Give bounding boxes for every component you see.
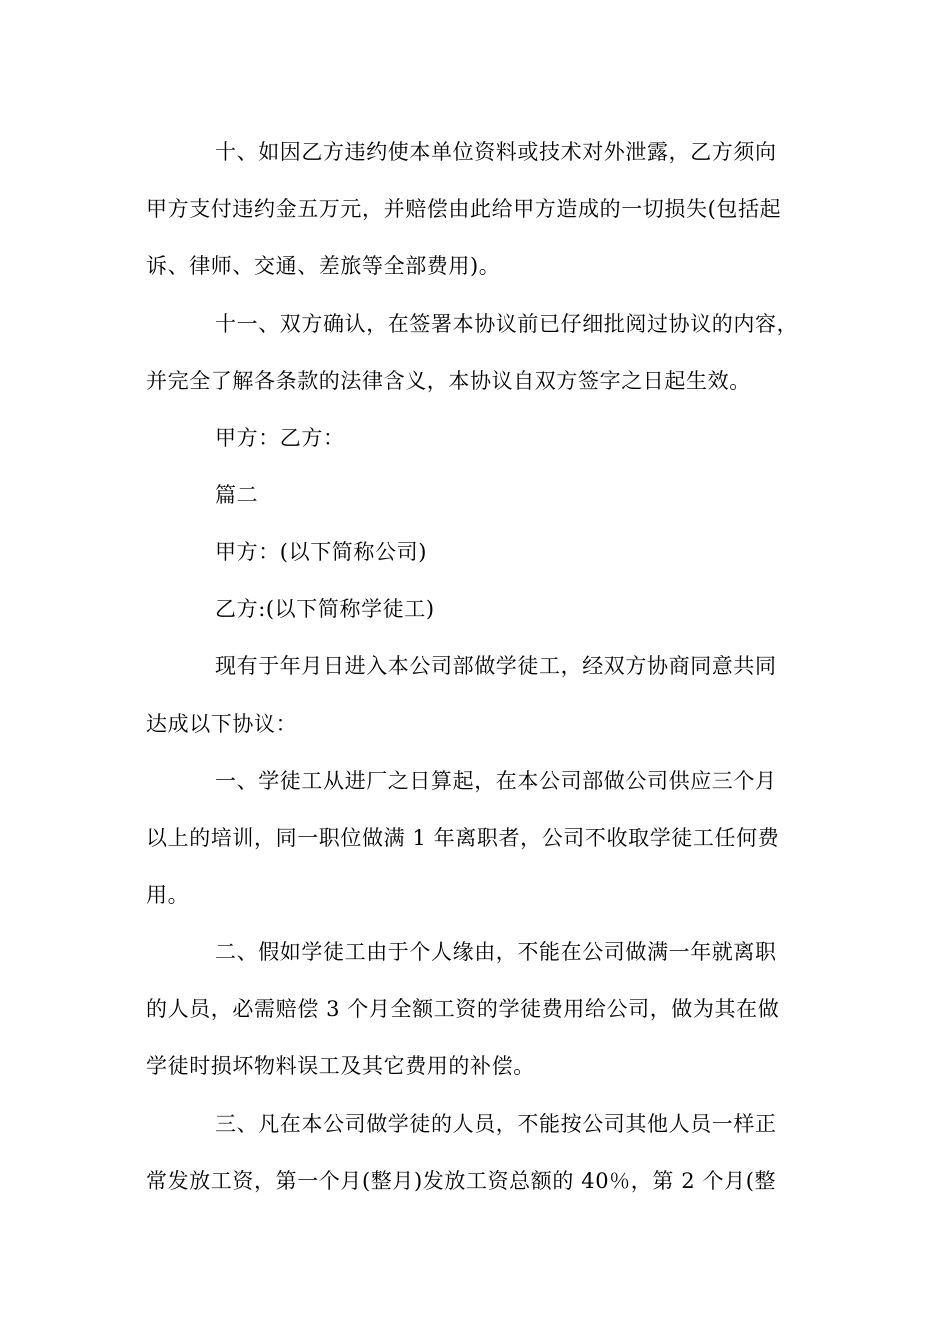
clause-3-line-2: 常发放工资，第一个月(整月)发放工资总额的 40％，第 2 个月(整 xyxy=(146,1169,777,1193)
section-heading: 篇二 xyxy=(215,483,259,507)
signature-parties: 甲方：乙方： xyxy=(215,426,345,450)
clause-3-line-1: 三、凡在本公司做学徒的人员，不能按公司其他人员一样正 xyxy=(215,1112,777,1136)
clause-10-line-1: 十、如因乙方违约使本单位资料或技术对外泄露，乙方须向 xyxy=(215,140,777,164)
clause-1-line-2: 以上的培训，同一职位做满 1 年离职者，公司不收取学徒工任何费 xyxy=(146,826,780,850)
clause-10-line-3: 诉、律师、交通、差旅等全部费用)。 xyxy=(146,254,501,278)
clause-10-line-2: 甲方支付违约金五万元，并赔偿由此给甲方造成的一切损失(包括起 xyxy=(146,197,782,221)
clause-2-line-3: 学徒时损坏物料误工及其它费用的补偿。 xyxy=(146,1054,535,1078)
party-b-line: 乙方:(以下简称学徒工) xyxy=(215,597,435,621)
clause-1-line-1: 一、学徒工从进厂之日算起，在本公司部做公司供应三个月 xyxy=(215,769,777,793)
intro-line-2: 达成以下协议： xyxy=(146,712,298,736)
intro-line-1: 现有于年月日进入本公司部做学徒工，经双方协商同意共同 xyxy=(215,654,777,678)
clause-11-line-1: 十一、双方确认，在签署本协议前已仔细批阅过协议的内容， xyxy=(215,312,799,336)
clause-2-line-1: 二、假如学徒工由于个人缘由，不能在公司做满一年就离职 xyxy=(215,940,777,964)
clause-1-line-3: 用。 xyxy=(146,883,190,907)
party-a-line: 甲方：(以下简称公司) xyxy=(215,540,427,564)
clause-11-line-2: 并完全了解各条款的法律含义，本协议自双方签字之日起生效。 xyxy=(146,369,751,393)
clause-2-line-2: 的人员，必需赔偿 3 个月全额工资的学徒费用给公司，做为其在做 xyxy=(146,997,780,1021)
